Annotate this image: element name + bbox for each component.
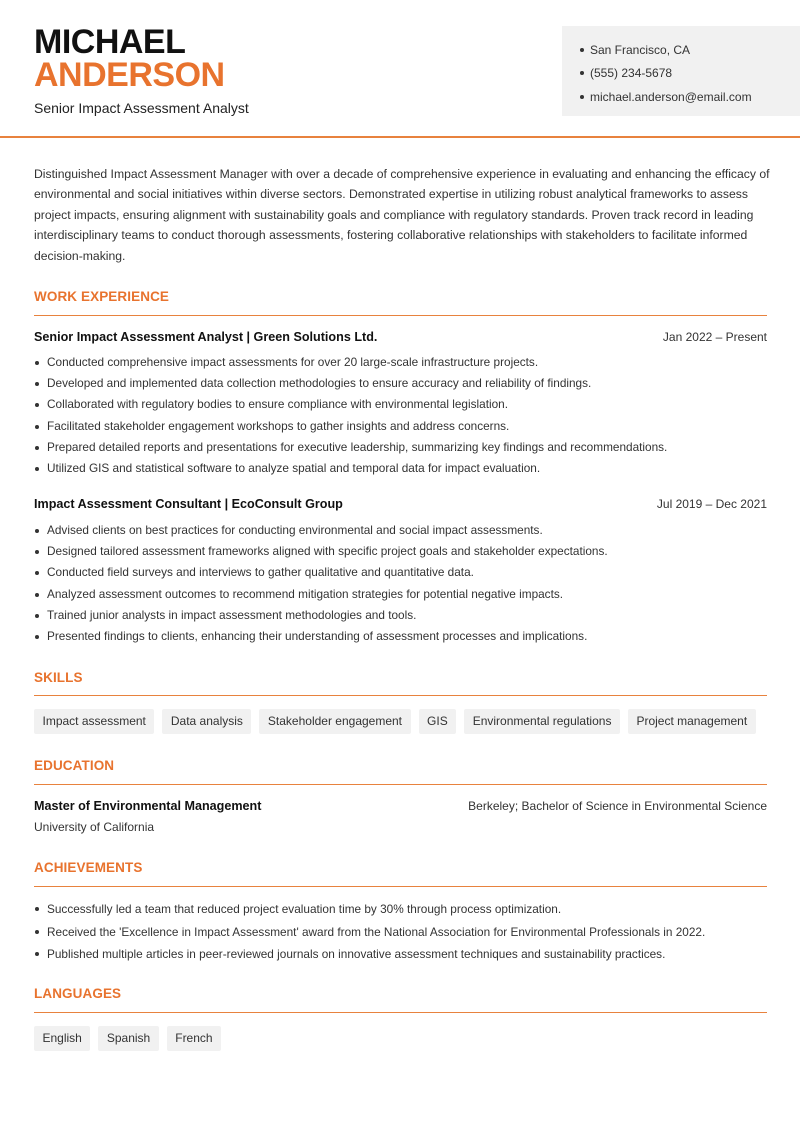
education-degree: Master of Environmental Management (34, 799, 262, 813)
section-divider (34, 695, 767, 696)
skill-tag: GIS (419, 709, 457, 734)
section-title-languages: LANGUAGES (34, 986, 122, 1001)
language-tag: French (167, 1026, 221, 1051)
list-item: Utilized GIS and statistical software to analyze spatial and temporal data for impact evaluation. (34, 458, 774, 479)
job-header (34, 330, 767, 348)
skill-tag: Stakeholder engagement (259, 709, 410, 734)
language-tag: English (34, 1026, 90, 1051)
section-title-education: EDUCATION (34, 758, 115, 773)
resume-header (0, 0, 800, 138)
summary-paragraph: Distinguished Impact Assessment Manager with over a decade of comprehensive experience in evaluating and enhancing the efficacy of environmental and social initiatives within diverse sectors. Demonstrated expertise in utilizing robust analytical frameworks to assess project impacts, ensuring alignment with sustainability goals and compliance with regulatory standards. Proven track record in leading interdisciplinary teams to conduct thorough assessments, fostering collaborative relationships with stakeholders to facilitate informed decision-making. (34, 167, 770, 263)
list-item: Successfully led a team that reduced project evaluation time by 30% through process optimization. (34, 898, 774, 921)
list-item: Trained junior analysts in impact assessment methodologies and tools. (34, 605, 774, 626)
last-name: ANDERSON (34, 56, 225, 94)
bullet-icon (580, 95, 584, 99)
section-divider (34, 315, 767, 316)
phone-text: (555) 234-5678 (590, 66, 673, 81)
list-item: Conducted field surveys and interviews to gather qualitative and quantitative data. (34, 562, 774, 583)
job-dates: Jul 2019 – Dec 2021 (656, 497, 767, 511)
skill-tag: Project management (628, 709, 756, 734)
list-item: Conducted comprehensive impact assessments for over 20 large-scale infrastructure projects. (34, 352, 774, 373)
contact-location (580, 38, 800, 62)
list-item: Received the 'Excellence in Impact Assessment' award from the National Association for Environmental Professionals in 2022. (34, 921, 774, 944)
list-item: Collaborated with regulatory bodies to ensure compliance with environmental legislation. (34, 394, 774, 415)
bullet-icon (580, 71, 584, 75)
job-bullets (34, 352, 774, 479)
skills-list (34, 709, 756, 734)
language-tag: Spanish (98, 1026, 158, 1051)
contact-email (580, 85, 800, 109)
list-item: Designed tailored assessment frameworks aligned with specific project goals and stakeholder expectations. (34, 541, 774, 562)
achievements-list (34, 898, 774, 966)
email-text: michael.anderson@email.com (590, 89, 752, 104)
section-divider (34, 886, 767, 887)
location-text: San Francisco, CA (590, 42, 691, 57)
list-item: Facilitated stakeholder engagement workshops to gather insights and address concerns. (34, 416, 774, 437)
education-school: University of California (34, 820, 155, 834)
job-role: Impact Assessment Consultant | EcoConsult Group (34, 497, 343, 511)
skill-tag: Environmental regulations (464, 709, 620, 734)
job-bullets (34, 520, 774, 647)
job-dates: Jan 2022 – Present (662, 330, 767, 344)
bullet-icon (580, 48, 584, 52)
first-name: MICHAEL (34, 23, 186, 61)
contact-box (562, 26, 800, 116)
list-item: Analyzed assessment outcomes to recommend mitigation strategies for potential negative impacts. (34, 584, 774, 605)
section-divider (34, 1012, 767, 1013)
section-title-skills: SKILLS (34, 670, 83, 685)
list-item: Presented findings to clients, enhancing their understanding of assessment processes and implications. (34, 626, 774, 647)
job-role: Senior Impact Assessment Analyst | Green Solutions Ltd. (34, 330, 378, 344)
section-divider (34, 784, 767, 785)
list-item: Prepared detailed reports and presentations for executive leadership, summarizing key findings and recommendations. (34, 437, 774, 458)
list-item: Advised clients on best practices for conducting environmental and social impact assessments. (34, 520, 774, 541)
contact-phone (580, 62, 800, 86)
list-item: Published multiple articles in peer-reviewed journals on innovative assessment techniques and sustainability practices. (34, 943, 774, 966)
skill-tag: Data analysis (162, 709, 251, 734)
section-title-achievements: ACHIEVEMENTS (34, 860, 143, 875)
skill-tag: Impact assessment (34, 709, 154, 734)
job-header (34, 497, 767, 515)
languages-list (34, 1026, 221, 1051)
list-item: Developed and implemented data collection methodologies to ensure accuracy and reliability of findings. (34, 373, 774, 394)
job-title: Senior Impact Assessment Analyst (34, 100, 249, 116)
section-title-work: WORK EXPERIENCE (34, 289, 170, 304)
education-details: Berkeley; Bachelor of Science in Environmental Science (468, 799, 767, 813)
